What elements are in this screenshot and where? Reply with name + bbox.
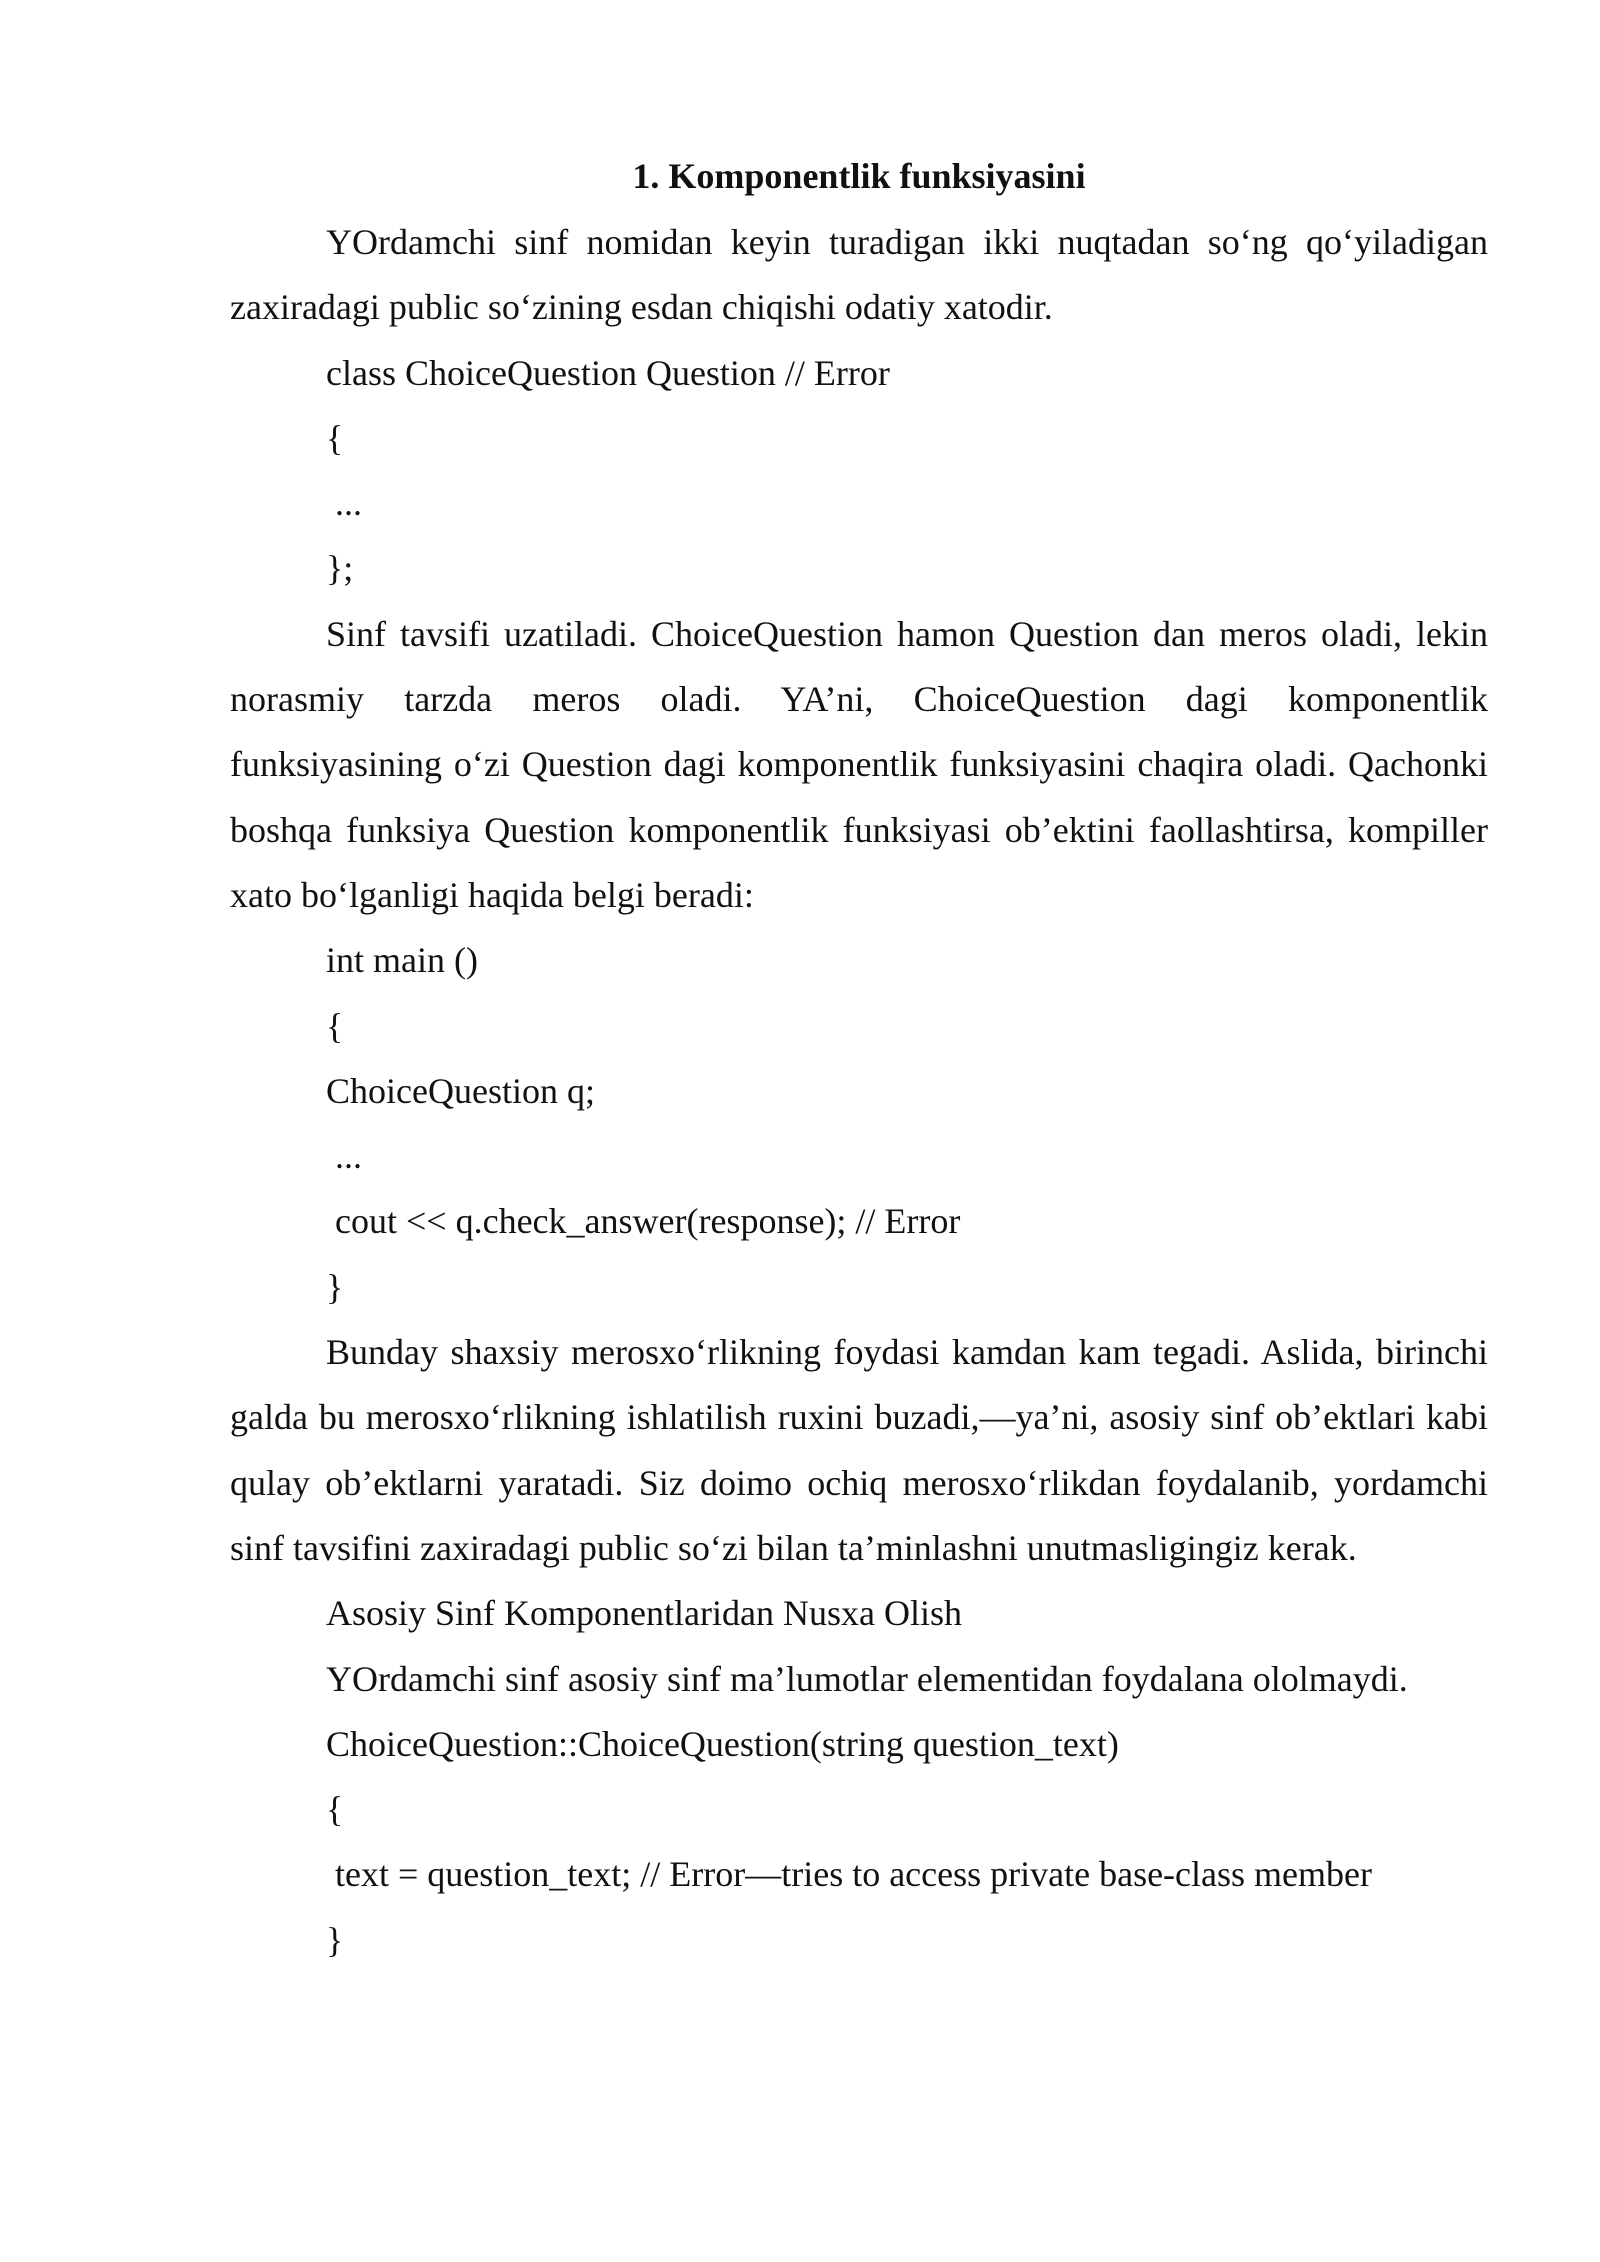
text-line: { (326, 1789, 344, 1830)
document-body (230, 210, 1488, 1973)
text-line: class ChoiceQuestion Question // Error (326, 352, 890, 393)
text-line: Asosiy Sinf Komponentlaridan Nusxa Olish (326, 1593, 962, 1634)
text-line: { (326, 417, 344, 458)
text-line: { (326, 1005, 344, 1046)
text-line: text = question_text; // Error—tries to access private base-class member (326, 1854, 1372, 1895)
text-line: ... (326, 1136, 362, 1177)
text-line: int main () (326, 940, 478, 981)
text-line: } (326, 1919, 344, 1960)
page-title: 1. Komponentlik funksiyasini (632, 156, 1086, 196)
text-line: ChoiceQuestion q; (326, 1070, 595, 1111)
text-line: ChoiceQuestion::ChoiceQuestion(string question_text) (326, 1723, 1119, 1764)
text-line: cout << q.check_answer(response); // Error (326, 1201, 961, 1242)
text-line: YOrdamchi sinf asosiy sinf ma’lumotlar elementidan foydalana ololmaydi. (326, 1658, 1408, 1699)
text-line: }; (326, 548, 354, 589)
paragraph: Bunday shaxsiy merosxo‘rlikning foydasi kamdan kam tegadi. Aslida, birinchi galda bu merosxo‘rlikning ishlatilish ruxini buzadi,—ya’ni, asosiy sinf ob’ektlari kabi qulay ob’ektlarni yaratadi. Siz doimo ochiq merosxo‘rlikdan foydalanib, yordamchi sinf tavsifini zaxiradagi public so‘zi bilan ta’minlashni unutmasligingiz kerak. (230, 1332, 1488, 1568)
paragraph: Sinf tavsifi uzatiladi. ChoiceQuestion hamon Question dan meros oladi, lekin norasmiy tarzda meros oladi. YA’ni, ChoiceQuestion dagi komponentlik funksiyasining o‘zi Question dagi komponentlik funksiyasini chaqira oladi. Qachonki boshqa funksiya Question komponentlik funksiyasi ob’ektini faollashtirsa, kompiller xato bo‘lganligi haqida belgi beradi: (230, 613, 1488, 915)
text-line: ... (326, 483, 362, 524)
text-line: } (326, 1266, 344, 1307)
paragraph: YOrdamchi sinf nomidan keyin turadigan ikki nuqtadan so‘ng qo‘yiladigan zaxiradagi public so‘zining esdan chiqishi odatiy xatodir. (230, 222, 1488, 328)
